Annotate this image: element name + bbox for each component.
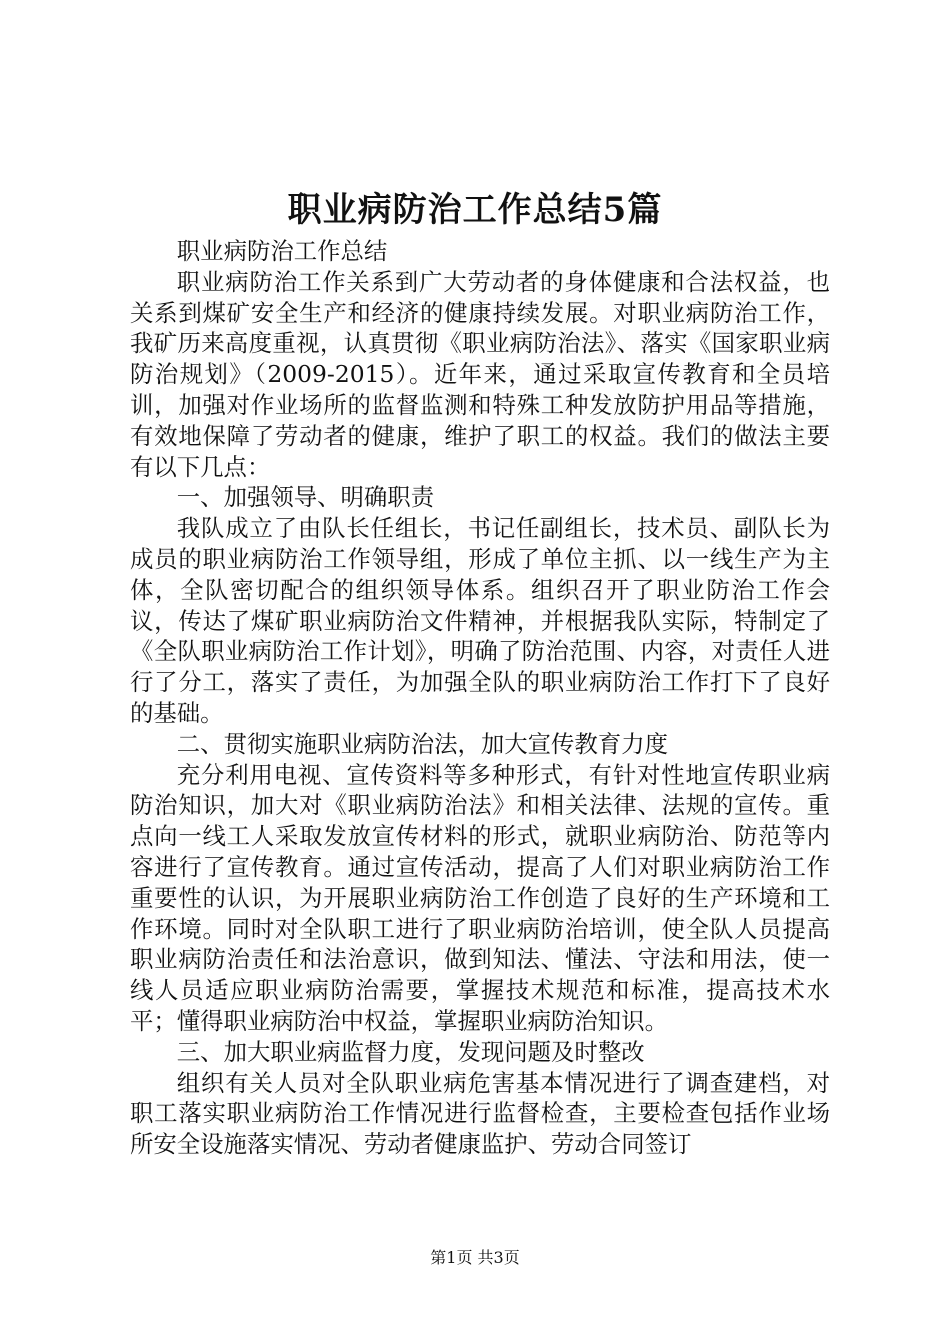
intro-paragraph: 职业病防治工作关系到广大劳动者的身体健康和合法权益，也关系到煤矿安全生产和经济的健康持续发展。对职业病防治工作，我矿历来高度重视，认真贯彻《职业病防治法》、落实《国家职业病防治规划》（2009-2015）。近年来，通过采取宣传教育和全员培训，加强对作业场所的监督监测和特殊工种发放防护用品等措施，有效地保障了劳动者的健康，维护了职工的权益。我们的做法主要有以下几点： <box>130 267 830 481</box>
section-heading-3: 三、加大职业病监督力度，发现问题及时整改 <box>176 1037 645 1066</box>
document-title: 职业病防治工作总结5篇 <box>287 190 663 230</box>
page-footer: 第1页 共3页 <box>430 1248 520 1267</box>
document-body <box>130 236 830 1160</box>
subtitle-paragraph: 职业病防治工作总结 <box>176 237 388 265</box>
section-paragraph-1: 我队成立了由队长任组长，书记任副组长，技术员、副队长为成员的职业病防治工作领导组，形成了单位主抓、以一线生产为主体，全队密切配合的组织领导体系。组织召开了职业防治工作会议，传达了煤矿职业病防治文件精神，并根据我队实际，特制定了《全队职业病防治工作计划》，明确了防治范围、内容，对责任人进行了分工，落实了责任，为加强全队的职业病防治工作打下了良好的基础。 <box>130 514 830 727</box>
section-paragraph-3: 组织有关人员对全队职业病危害基本情况进行了调查建档，对职工落实职业病防治工作情况进行监督检查，主要检查包括作业场所安全设施落实情况、劳动者健康监护、劳动合同签订 <box>130 1068 830 1159</box>
section-heading-2: 二、贯彻实施职业病防治法，加大宣传教育力度 <box>176 729 668 758</box>
section-paragraph-2: 充分利用电视、宣传资料等多种形式，有针对性地宣传职业病防治知识，加大对《职业病防治法》和相关法律、法规的宣传。重点向一线工人采取发放宣传材料的形式，就职业病防治、防范等内容进行了宣传教育。通过宣传活动，提高了人们对职业病防治工作重要性的认识，为开展职业病防治工作创造了良好的生产环境和工作环境。同时对全队职工进行了职业病防治培训，使全队人员提高职业病防治责任和法治意识，做到知法、懂法、守法和用法，使一线人员适应职业病防治需要，掌握技术规范和标准，提高技术水平；懂得职业病防治中权益，掌握职业病防治知识。 <box>130 760 830 1035</box>
section-heading-1: 一、加强领导、明确职责 <box>176 483 435 512</box>
